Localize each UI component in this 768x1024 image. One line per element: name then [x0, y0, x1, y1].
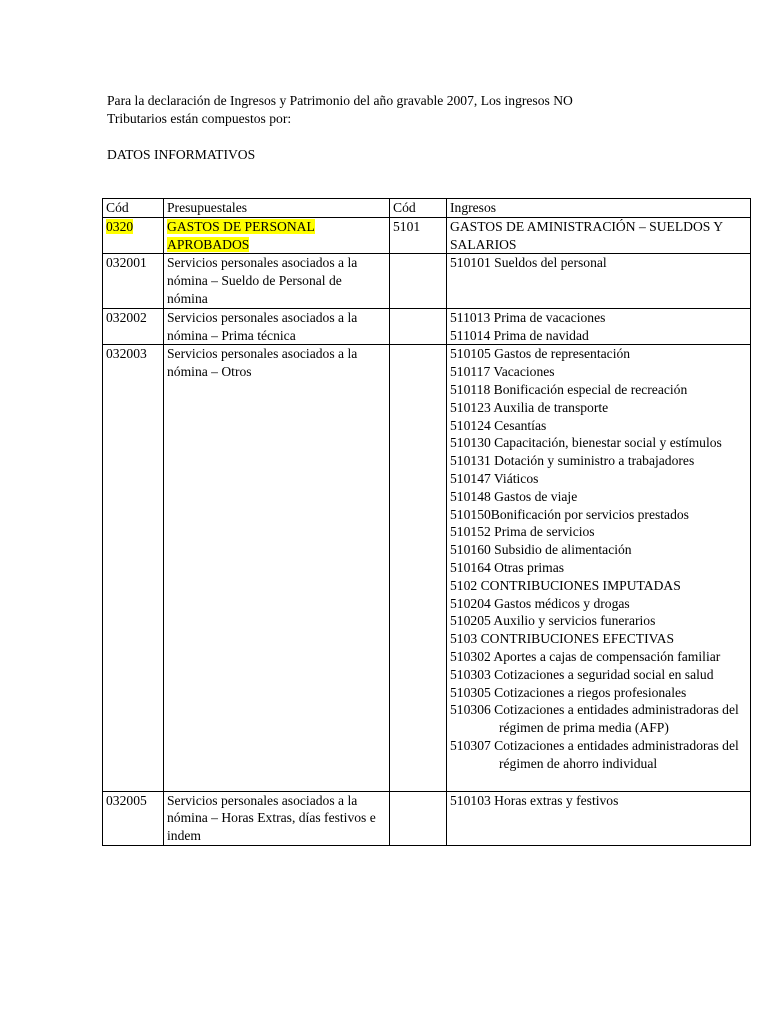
ingreso-item: 510118 Bonificación especial de recreación: [450, 381, 688, 397]
table-row: [103, 345, 751, 791]
row-cod: [103, 217, 164, 254]
ingreso-item: 510205 Auxilio y servicios funerarios: [450, 613, 656, 629]
row-cod-2: [390, 345, 447, 791]
ingreso-item: 510307 Cotizaciones a entidades administradoras del régimen de ahorro individual: [450, 737, 739, 771]
row-cod-2: [390, 254, 447, 308]
row-cod: 032003: [103, 345, 164, 791]
ingreso-item: 510150Bonificación por servicios prestados: [450, 506, 689, 522]
ingreso-item: 510303 Cotizaciones a seguridad social en salud: [450, 666, 714, 682]
table-row: [103, 791, 751, 845]
ingreso-item: 510123 Auxilia de transporte: [450, 399, 609, 415]
row-ingresos: [447, 791, 751, 845]
section-subtitle: DATOS INFORMATIVOS: [107, 147, 256, 162]
ingreso-item: 511013 Prima de vacaciones: [450, 309, 606, 325]
ingreso-item: 510105 Gastos de representación: [450, 346, 631, 362]
table-header-row: [103, 199, 751, 218]
ingreso-item: 510124 Cesantías: [450, 417, 547, 433]
intro-line-2: Tributarios están compuestos por:: [107, 110, 292, 126]
highlighted-presupuestal: GASTOS DE PERSONAL APROBADOS: [167, 218, 315, 252]
row-ingresos: [447, 308, 751, 345]
header-ingresos: Ingresos: [447, 199, 751, 218]
ingreso-item: 510131 Dotación y suministro a trabajadores: [450, 453, 695, 469]
row-presupuestal: [164, 217, 390, 254]
row-ingresos: [447, 254, 751, 308]
ingreso-item: 510204 Gastos médicos y drogas: [450, 595, 630, 611]
ingreso-item: 510306 Cotizaciones a entidades administradoras del régimen de prima media (AFP): [450, 702, 739, 736]
row-cod-2: [390, 791, 447, 845]
row-presupuestal: Servicios personales asociados a la nómina – Prima técnica: [164, 308, 390, 345]
ingreso-item: 511014 Prima de navidad: [450, 327, 589, 343]
row-cod: 032005: [103, 791, 164, 845]
ingreso-item: 510160 Subsidio de alimentación: [450, 542, 632, 558]
ingreso-item: 510103 Horas extras y festivos: [450, 792, 619, 808]
row-cod: 032001: [103, 254, 164, 308]
ingreso-item: 5103 CONTRIBUCIONES EFECTIVAS: [450, 631, 675, 647]
row-ingresos: [447, 217, 751, 254]
row-presupuestal: Servicios personales asociados a la nómina – Horas Extras, días festivos e indem: [164, 791, 390, 845]
ingreso-item: 510305 Cotizaciones a riegos profesionales: [450, 684, 687, 700]
row-presupuestal: Servicios personales asociados a la nómina – Sueldo de Personal de nómina: [164, 254, 390, 308]
ingreso-item: 510302 Aportes a cajas de compensación familiar: [450, 648, 721, 664]
ingreso-item: 510130 Capacitación, bienestar social y estímulos: [450, 435, 722, 451]
row-cod-2: [390, 308, 447, 345]
header-cod: Cód: [103, 199, 164, 218]
ingreso-item: 5102 CONTRIBUCIONES IMPUTADAS: [450, 577, 681, 593]
header-cod-2: Cód: [390, 199, 447, 218]
table-row: [103, 308, 751, 345]
ingreso-item: 510148 Gastos de viaje: [450, 488, 578, 504]
header-presupuestales: Presupuestales: [164, 199, 390, 218]
ingreso-item: 510147 Viáticos: [450, 470, 539, 486]
ingreso-item: GASTOS DE AMINISTRACIÓN – SUELDOS Y SALARIOS: [450, 218, 723, 252]
highlighted-cod: 0320: [106, 218, 134, 234]
intro-line-1: Para la declaración de Ingresos y Patrimonio del año gravable 2007, Los ingresos NO: [107, 93, 573, 108]
intro-paragraph: [107, 92, 667, 128]
row-cod: 032002: [103, 308, 164, 345]
ingreso-item: 510152 Prima de servicios: [450, 524, 595, 540]
row-ingresos: [447, 345, 751, 791]
ingreso-item: 510164 Otras primas: [450, 559, 565, 575]
table-row: [103, 254, 751, 308]
ingreso-item: 510117 Vacaciones: [450, 364, 555, 380]
row-presupuestal: Servicios personales asociados a la nómina – Otros: [164, 345, 390, 791]
income-table: [102, 198, 751, 846]
row-cod-2: 5101: [390, 217, 447, 254]
ingreso-item: 510101 Sueldos del personal: [450, 255, 607, 271]
table-row: [103, 217, 751, 254]
